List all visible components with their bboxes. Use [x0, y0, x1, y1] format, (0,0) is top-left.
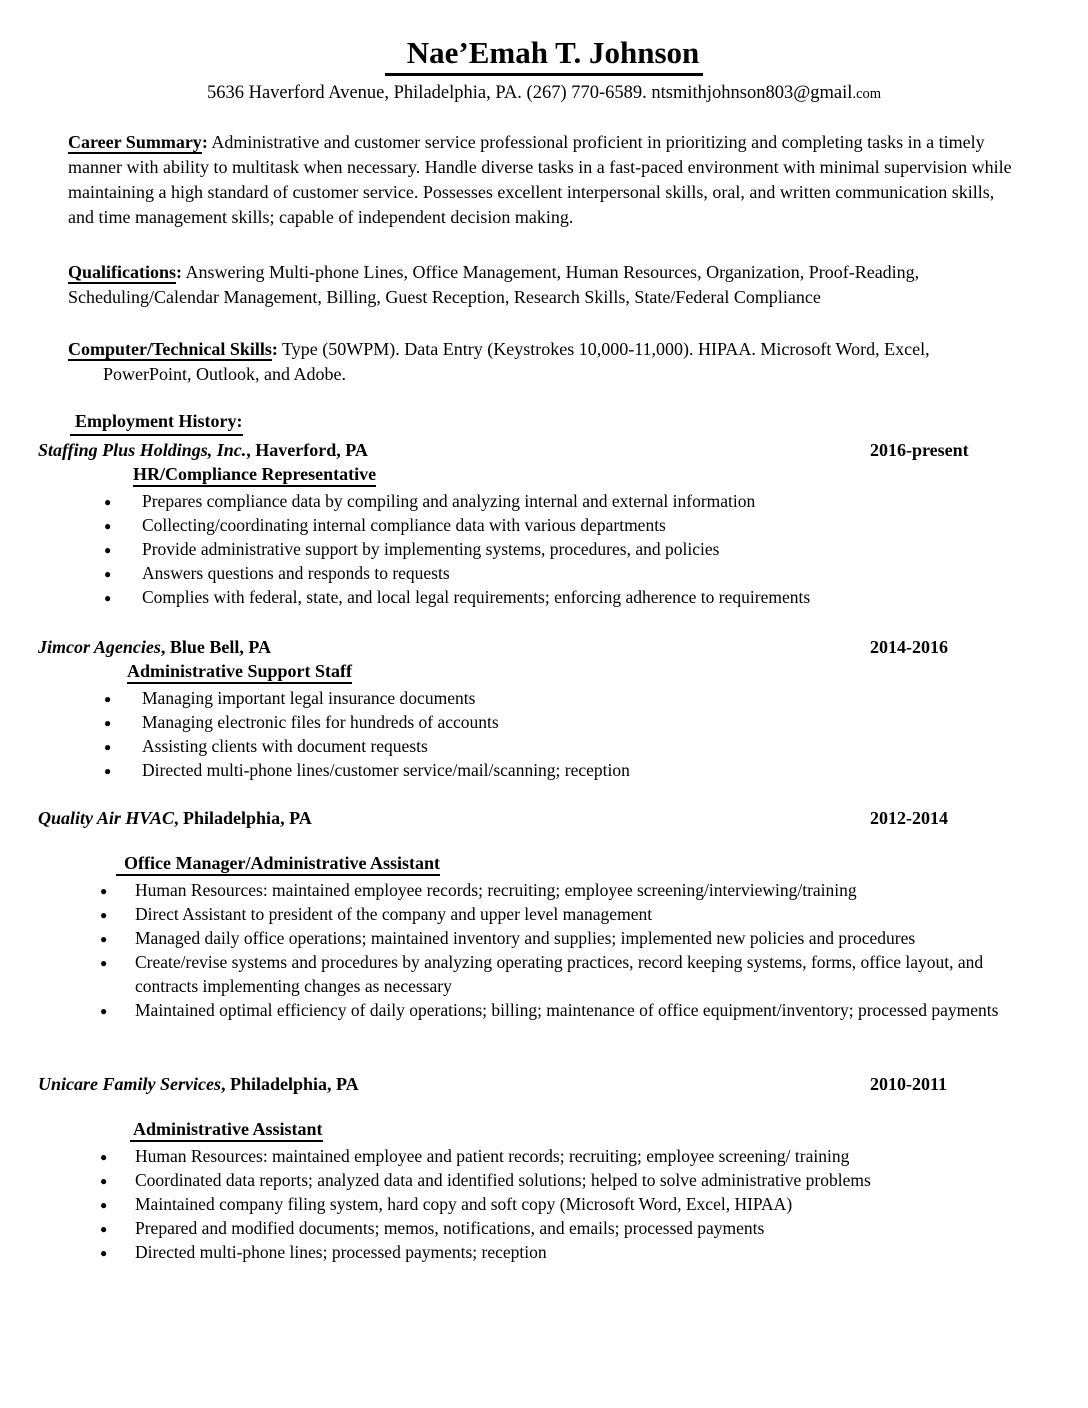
list-item	[100, 1168, 1050, 1192]
list-item	[100, 1144, 1050, 1168]
bullet-icon: ●	[100, 1222, 108, 1236]
job-title: Administrative Support Staff	[127, 659, 1058, 684]
bullet-icon: ●	[100, 1246, 108, 1260]
bullet-icon: ●	[104, 740, 112, 754]
company-location: , Philadelphia, PA	[220, 1074, 359, 1094]
list-item	[104, 758, 1050, 782]
bullet-icon: ●	[104, 519, 112, 533]
list-item	[100, 902, 1050, 926]
job-header	[38, 438, 1058, 462]
list-item	[104, 561, 1050, 585]
bullet-icon: ●	[104, 495, 112, 509]
bullet-text: Coordinated data reports; analyzed data and identified solutions; helped to solve administrative problems	[135, 1170, 871, 1190]
list-item	[104, 513, 1050, 537]
bullet-text: Human Resources: maintained employee and patient records; recruiting; employee screening/ training	[135, 1146, 850, 1166]
list-item	[100, 1192, 1050, 1216]
company-name: Jimcor Agencies	[38, 637, 161, 657]
contact-line	[0, 81, 1088, 106]
person-name: Nae’Emah T. Johnson	[385, 34, 704, 76]
job-header	[38, 806, 1058, 830]
job-dates: 2012-2014	[870, 808, 948, 828]
job-jimcor	[38, 635, 1058, 782]
career-summary-text: Administrative and customer service professional proficient in prioritizing and completing tasks in a timely manner with ability to multitask when necessary. Handle diverse tasks in a fast-paced environment with minimal supervision while maintaining a high standard of customer service. Possesses excellent interpersonal skills, oral, and written communication skills, and time management skills; capable of independent decision making.	[68, 132, 1012, 227]
bullet-icon: ●	[104, 692, 112, 706]
bullet-text: Complies with federal, state, and local legal requirements; enforcing adherence to requirements	[142, 587, 811, 607]
company-name: Quality Air HVAC	[38, 808, 175, 828]
contact-suffix: .com	[852, 86, 882, 102]
job-dates: 2016-present	[870, 440, 969, 460]
bullet-text: Assisting clients with document requests	[142, 736, 428, 756]
list-item	[104, 686, 1050, 710]
job-bullet-list	[38, 1144, 1058, 1264]
bullet-text: Answers questions and responds to requests	[142, 563, 450, 583]
contact-text: 5636 Haverford Avenue, Philadelphia, PA. (267) 770-6589. ntsmithjohnson803@gmail	[206, 83, 853, 103]
employment-history-colon: :	[236, 411, 243, 431]
bullet-text: Maintained company filing system, hard copy and soft copy (Microsoft Word, Excel, HIPAA)	[135, 1194, 793, 1214]
bullet-text: Managed daily office operations; maintained inventory and supplies; implemented new policies and procedures	[135, 928, 916, 948]
bullet-icon: ●	[100, 932, 108, 946]
bullet-text: Directed multi-phone lines; processed payments; reception	[135, 1242, 547, 1262]
list-item	[100, 878, 1050, 902]
career-summary-section	[68, 130, 1022, 230]
job-bullet-list	[38, 489, 1058, 609]
bullet-text: Create/revise systems and procedures by analyzing operating practices, record keeping systems, forms, office layout, and contracts implementing changes as necessary	[135, 952, 984, 996]
skills-section	[68, 337, 1022, 387]
list-item	[100, 1216, 1050, 1240]
qualifications-colon: :	[176, 262, 183, 282]
list-item	[100, 1240, 1050, 1264]
qualifications-section	[68, 260, 1022, 310]
skills-text: Type (50WPM). Data Entry (Keystrokes 10,000-11,000). HIPAA. Microsoft Word, Excel, PowerPoint, Outlook, and Adobe.	[103, 339, 930, 384]
bullet-icon: ●	[100, 908, 108, 922]
job-unicare	[38, 1072, 1058, 1264]
bullet-text: Human Resources: maintained employee records; recruiting; employee screening/interviewing/training	[135, 880, 857, 900]
list-item	[104, 710, 1050, 734]
job-staffing-plus	[38, 438, 1058, 609]
bullet-icon: ●	[104, 543, 112, 557]
company-location: , Blue Bell, PA	[160, 637, 271, 657]
company-name: Unicare Family Services	[38, 1074, 221, 1094]
bullet-icon: ●	[100, 956, 108, 970]
bullet-icon: ●	[100, 1004, 108, 1018]
bullet-text: Prepared and modified documents; memos, notifications, and emails; processed payments	[135, 1218, 765, 1238]
job-dates: 2010-2011	[870, 1074, 948, 1094]
bullet-text: Managing electronic files for hundreds of accounts	[142, 712, 499, 732]
job-header	[38, 1072, 1058, 1096]
job-header	[38, 635, 1058, 659]
header	[0, 0, 1088, 76]
bullet-text: Collecting/coordinating internal compliance data with various departments	[142, 515, 666, 535]
job-bullet-list	[38, 686, 1058, 782]
job-quality-air	[38, 806, 1058, 1022]
bullet-icon: ●	[100, 1150, 108, 1164]
list-item	[100, 950, 1050, 998]
qualifications-label: Qualifications	[68, 262, 177, 282]
bullet-text: Maintained optimal efficiency of daily operations; billing; maintenance of office equipment/inventory; processed payments	[135, 1000, 999, 1020]
bullet-icon: ●	[104, 567, 112, 581]
bullet-text: Direct Assistant to president of the company and upper level management	[135, 904, 653, 924]
bullet-icon: ●	[104, 716, 112, 730]
job-dates: 2014-2016	[870, 637, 948, 657]
skills-colon: :	[271, 339, 278, 359]
company-location: , Philadelphia, PA	[174, 808, 312, 828]
job-title: HR/Compliance Representative	[133, 462, 1058, 487]
job-bullet-list	[38, 878, 1058, 1022]
employment-history-label: Employment History	[75, 411, 237, 431]
career-summary-colon: :	[201, 132, 208, 152]
bullet-icon: ●	[100, 1174, 108, 1188]
company-location: , Haverford, PA	[246, 440, 368, 460]
employment-history-heading	[70, 409, 1088, 436]
list-item	[100, 926, 1050, 950]
list-item	[104, 489, 1050, 513]
career-summary-label: Career Summary	[68, 132, 202, 152]
bullet-icon: ●	[100, 1198, 108, 1212]
list-item	[100, 998, 1050, 1022]
bullet-text: Prepares compliance data by compiling and analyzing internal and external information	[142, 491, 756, 511]
bullet-text: Directed multi-phone lines/customer service/mail/scanning; reception	[142, 760, 630, 780]
bullet-icon: ●	[104, 591, 112, 605]
list-item	[104, 734, 1050, 758]
job-title: Administrative Assistant	[130, 1117, 1058, 1142]
job-title: Office Manager/Administrative Assistant	[116, 851, 1058, 876]
list-item	[104, 537, 1050, 561]
skills-label: Computer/Technical Skills	[68, 339, 272, 359]
bullet-icon: ●	[104, 764, 112, 778]
bullet-text: Managing important legal insurance documents	[142, 688, 476, 708]
company-name: Staffing Plus Holdings, Inc.	[38, 440, 247, 460]
qualifications-text: Answering Multi-phone Lines, Office Management, Human Resources, Organization, Proof-Reading, Scheduling/Calendar Management, Billing, Guest Reception, Research Skills, State/Federal Compliance	[68, 262, 920, 307]
list-item	[104, 585, 1050, 609]
bullet-text: Provide administrative support by implementing systems, procedures, and policies	[142, 539, 720, 559]
bullet-icon: ●	[100, 884, 108, 898]
